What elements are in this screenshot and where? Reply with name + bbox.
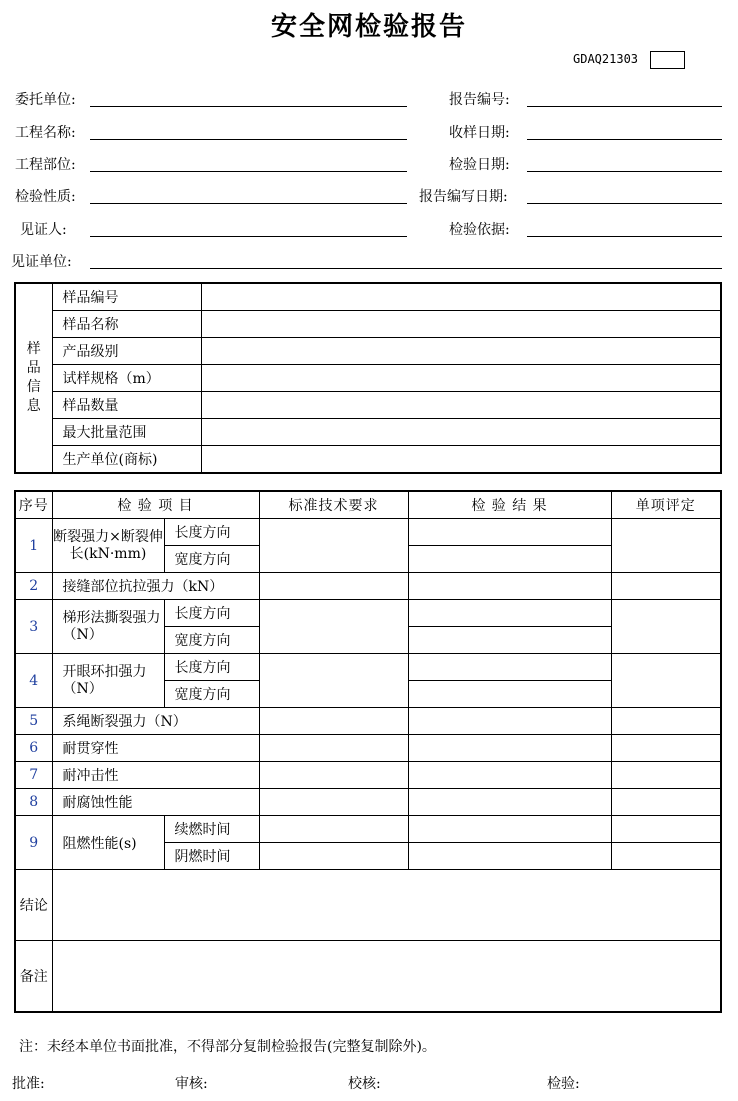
item-sub-direction: 长度方向 <box>164 654 259 681</box>
sample-row-value[interactable] <box>201 365 721 392</box>
item-name: 梯形法撕裂强力（N） <box>52 600 164 654</box>
table-row <box>15 654 721 681</box>
requirement-cell[interactable] <box>259 519 408 573</box>
table-row <box>15 283 721 311</box>
check-label: 校核: <box>348 1076 381 1092</box>
sample-row-value[interactable] <box>201 446 721 474</box>
item-name: 开眼环扣强力（N） <box>52 654 164 708</box>
table-row <box>15 816 721 843</box>
project-part-label: 工程部位: <box>15 157 76 173</box>
result-cell[interactable] <box>408 762 611 789</box>
project-part-field[interactable] <box>90 171 407 172</box>
test-results-table <box>14 490 722 1013</box>
table-row <box>15 762 721 789</box>
rating-cell[interactable] <box>611 762 721 789</box>
item-sub-time: 阴燃时间 <box>164 843 259 870</box>
client-label: 委托单位: <box>15 92 76 108</box>
receive-date-label: 收样日期: <box>449 125 510 141</box>
item-number: 7 <box>15 762 52 789</box>
item-sub-time: 续燃时间 <box>164 816 259 843</box>
result-cell[interactable] <box>408 789 611 816</box>
rating-cell[interactable] <box>611 600 721 654</box>
item-number: 8 <box>15 789 52 816</box>
requirement-cell[interactable] <box>259 789 408 816</box>
project-name-field[interactable] <box>90 139 407 140</box>
result-cell[interactable] <box>408 654 611 681</box>
item-sub-direction: 宽度方向 <box>164 546 259 573</box>
result-cell[interactable] <box>408 708 611 735</box>
result-cell[interactable] <box>408 681 611 708</box>
rating-cell[interactable] <box>611 843 721 870</box>
item-name: 耐冲击性 <box>52 762 259 789</box>
test-basis-label: 检验依据: <box>449 222 510 238</box>
table-row <box>15 573 721 600</box>
table-row <box>15 519 721 546</box>
sample-row-value[interactable] <box>201 392 721 419</box>
report-date-field[interactable] <box>527 203 722 204</box>
item-sub-direction: 长度方向 <box>164 600 259 627</box>
rating-cell[interactable] <box>611 519 721 573</box>
report-no-label: 报告编号: <box>449 92 510 108</box>
test-date-label: 检验日期: <box>449 157 510 173</box>
approve-label: 批准: <box>12 1076 45 1092</box>
table-header-row <box>15 491 721 519</box>
result-cell[interactable] <box>408 600 611 627</box>
requirement-cell[interactable] <box>259 708 408 735</box>
rating-cell[interactable] <box>611 708 721 735</box>
footer-note: 注：未经本单位书面批准，不得部分复制检验报告(完整复制除外)。 <box>19 1039 436 1055</box>
table-row <box>15 789 721 816</box>
rating-cell[interactable] <box>611 654 721 708</box>
test-nature-field[interactable] <box>90 203 407 204</box>
sample-row-label: 样品名称 <box>52 311 201 338</box>
sample-row-value[interactable] <box>201 419 721 446</box>
requirement-cell[interactable] <box>259 816 408 843</box>
requirement-cell[interactable] <box>259 843 408 870</box>
report-date-label: 报告编写日期: <box>419 189 508 205</box>
sample-row-value[interactable] <box>201 338 721 365</box>
sample-info-group-label: 样品信息 <box>15 283 52 473</box>
item-number: 1 <box>15 519 52 573</box>
item-number: 2 <box>15 573 52 600</box>
item-sub-direction: 宽度方向 <box>164 681 259 708</box>
sample-row-label: 样品数量 <box>52 392 201 419</box>
table-row <box>15 392 721 419</box>
table-row <box>15 419 721 446</box>
requirement-cell[interactable] <box>259 654 408 708</box>
witness-label: 见证人: <box>20 222 67 238</box>
item-name: 耐腐蚀性能 <box>52 789 259 816</box>
item-number: 4 <box>15 654 52 708</box>
report-no-field[interactable] <box>527 106 722 107</box>
requirement-cell[interactable] <box>259 600 408 654</box>
remarks-label: 备注 <box>15 941 52 1013</box>
result-cell[interactable] <box>408 843 611 870</box>
item-number: 9 <box>15 816 52 870</box>
rating-cell[interactable] <box>611 816 721 843</box>
table-row <box>15 365 721 392</box>
table-row <box>15 600 721 627</box>
requirement-cell[interactable] <box>259 762 408 789</box>
table-row <box>15 446 721 474</box>
code-suffix-box[interactable] <box>650 51 685 69</box>
item-number: 5 <box>15 708 52 735</box>
witness-field[interactable] <box>90 236 407 237</box>
rating-cell[interactable] <box>611 789 721 816</box>
report-title: 安全网检验报告 <box>270 12 467 42</box>
table-row <box>15 708 721 735</box>
col-header-requirement: 标准技术要求 <box>259 491 408 519</box>
col-header-no: 序号 <box>15 491 52 519</box>
test-nature-label: 检验性质: <box>15 189 76 205</box>
result-cell[interactable] <box>408 573 611 600</box>
item-name: 阻燃性能(s) <box>52 816 164 870</box>
result-cell[interactable] <box>408 519 611 546</box>
result-cell[interactable] <box>408 627 611 654</box>
conclusion-label: 结论 <box>15 870 52 941</box>
col-header-rating: 单项评定 <box>611 491 721 519</box>
rating-cell[interactable] <box>611 735 721 762</box>
item-name: 耐贯穿性 <box>52 735 259 762</box>
item-name: 断裂强力×断裂伸长(kN·mm) <box>52 519 164 573</box>
witness-unit-label: 见证单位: <box>11 254 72 270</box>
requirement-cell[interactable] <box>259 573 408 600</box>
sample-row-label: 产品级别 <box>52 338 201 365</box>
sample-row-label: 样品编号 <box>52 283 201 311</box>
sample-row-value[interactable] <box>201 283 721 311</box>
item-sub-direction: 长度方向 <box>164 519 259 546</box>
sample-row-label: 最大批量范围 <box>52 419 201 446</box>
result-cell[interactable] <box>408 816 611 843</box>
sample-row-label: 生产单位(商标) <box>52 446 201 474</box>
form-code: GDAQ21303 <box>573 52 639 66</box>
col-header-result: 检 验 结 果 <box>408 491 611 519</box>
review-label: 审核: <box>175 1076 208 1092</box>
item-sub-direction: 宽度方向 <box>164 627 259 654</box>
table-row <box>15 338 721 365</box>
table-row <box>15 311 721 338</box>
witness-unit-field[interactable] <box>90 268 722 269</box>
col-header-item: 检 验 项 目 <box>52 491 259 519</box>
table-row <box>15 941 721 1013</box>
sample-row-value[interactable] <box>201 311 721 338</box>
remarks-field[interactable] <box>52 941 721 1013</box>
item-number: 6 <box>15 735 52 762</box>
item-number: 3 <box>15 600 52 654</box>
item-name: 系绳断裂强力（N） <box>52 708 259 735</box>
item-name: 接缝部位抗拉强力（kN） <box>52 573 259 600</box>
test-date-field[interactable] <box>527 171 722 172</box>
conclusion-field[interactable] <box>52 870 721 941</box>
requirement-cell[interactable] <box>259 735 408 762</box>
test-basis-field[interactable] <box>527 236 722 237</box>
inspect-label: 检验: <box>547 1076 580 1092</box>
receive-date-field[interactable] <box>527 139 722 140</box>
table-row <box>15 735 721 762</box>
table-row <box>15 870 721 941</box>
sample-row-label: 试样规格（m） <box>52 365 201 392</box>
client-field[interactable] <box>90 106 407 107</box>
project-name-label: 工程名称: <box>15 125 76 141</box>
rating-cell[interactable] <box>611 573 721 600</box>
sample-info-table <box>14 282 722 474</box>
result-cell[interactable] <box>408 735 611 762</box>
result-cell[interactable] <box>408 546 611 573</box>
